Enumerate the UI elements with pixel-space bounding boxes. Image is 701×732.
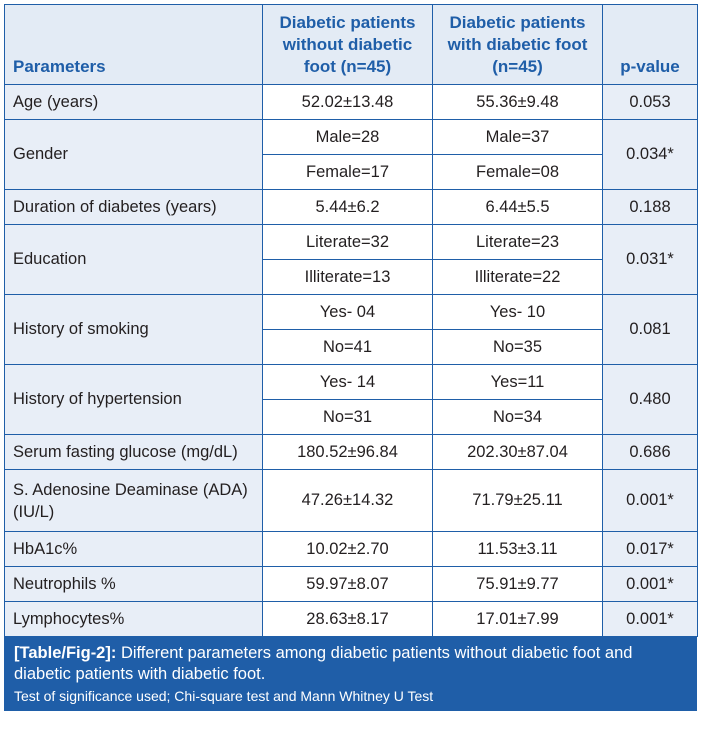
cell-without: 59.97±8.07	[263, 567, 433, 602]
cell-without: Illiterate=13	[263, 260, 433, 295]
cell-without: 52.02±13.48	[263, 85, 433, 120]
cell-p-value: 0.001*	[603, 567, 698, 602]
cell-without: Yes- 14	[263, 365, 433, 400]
cell-p-value: 0.001*	[603, 602, 698, 637]
cell-p-value: 0.081	[603, 295, 698, 365]
row-label: Education	[5, 225, 263, 295]
row-label: Gender	[5, 120, 263, 190]
cell-with: Illiterate=22	[433, 260, 603, 295]
table-row	[5, 85, 698, 120]
caption-text: Different parameters among diabetic patients without diabetic foot and diabetic patients with diabetic foot.	[14, 644, 633, 683]
header-parameters: Parameters	[5, 5, 263, 85]
cell-without: Yes- 04	[263, 295, 433, 330]
cell-p-value: 0.188	[603, 190, 698, 225]
table-row	[5, 190, 698, 225]
table-row	[5, 435, 698, 470]
cell-with: Yes- 10	[433, 295, 603, 330]
cell-with: Female=08	[433, 155, 603, 190]
cell-without: 5.44±6.2	[263, 190, 433, 225]
cell-with: Yes=11	[433, 365, 603, 400]
row-label: Duration of diabetes (years)	[5, 190, 263, 225]
cell-without: No=41	[263, 330, 433, 365]
parameters-table	[4, 4, 698, 637]
cell-without: 180.52±96.84	[263, 435, 433, 470]
row-label: Lymphocytes%	[5, 602, 263, 637]
cell-with: No=34	[433, 400, 603, 435]
header-row	[5, 5, 698, 85]
cell-with: 71.79±25.11	[433, 470, 603, 532]
cell-without: Male=28	[263, 120, 433, 155]
header-without-foot: Diabetic patients without diabetic foot (n=45)	[263, 5, 433, 85]
header-with-foot: Diabetic patients with diabetic foot (n=45)	[433, 5, 603, 85]
caption-main	[14, 643, 687, 685]
cell-without: No=31	[263, 400, 433, 435]
table-figure	[4, 4, 697, 711]
row-label: Age (years)	[5, 85, 263, 120]
cell-with: 6.44±5.5	[433, 190, 603, 225]
cell-without: Female=17	[263, 155, 433, 190]
cell-p-value: 0.480	[603, 365, 698, 435]
table-row	[5, 365, 698, 400]
cell-with: 55.36±9.48	[433, 85, 603, 120]
cell-without: 47.26±14.32	[263, 470, 433, 532]
cell-with: 75.91±9.77	[433, 567, 603, 602]
row-label: Serum fasting glucose (mg/dL)	[5, 435, 263, 470]
header-p-value: p-value	[603, 5, 698, 85]
cell-p-value: 0.034*	[603, 120, 698, 190]
cell-with: 11.53±3.11	[433, 532, 603, 567]
table-row	[5, 295, 698, 330]
row-label: History of smoking	[5, 295, 263, 365]
cell-without: Literate=32	[263, 225, 433, 260]
cell-with: No=35	[433, 330, 603, 365]
table-row	[5, 470, 698, 532]
cell-p-value: 0.053	[603, 85, 698, 120]
cell-with: Male=37	[433, 120, 603, 155]
row-label: History of hypertension	[5, 365, 263, 435]
table-row	[5, 225, 698, 260]
caption-note: Test of significance used; Chi-square test and Mann Whitney U Test	[14, 688, 434, 704]
cell-p-value: 0.017*	[603, 532, 698, 567]
table-row	[5, 567, 698, 602]
row-label: S. Adenosine Deaminase (ADA) (IU/L)	[5, 470, 263, 532]
row-label: HbA1c%	[5, 532, 263, 567]
table-row	[5, 602, 698, 637]
caption-tag: [Table/Fig-2]:	[14, 644, 117, 662]
table-row	[5, 532, 698, 567]
cell-with: 17.01±7.99	[433, 602, 603, 637]
cell-with: Literate=23	[433, 225, 603, 260]
cell-without: 10.02±2.70	[263, 532, 433, 567]
figure-caption	[4, 637, 697, 711]
cell-with: 202.30±87.04	[433, 435, 603, 470]
cell-without: 28.63±8.17	[263, 602, 433, 637]
cell-p-value: 0.686	[603, 435, 698, 470]
table-row	[5, 120, 698, 155]
cell-p-value: 0.001*	[603, 470, 698, 532]
row-label: Neutrophils %	[5, 567, 263, 602]
cell-p-value: 0.031*	[603, 225, 698, 295]
